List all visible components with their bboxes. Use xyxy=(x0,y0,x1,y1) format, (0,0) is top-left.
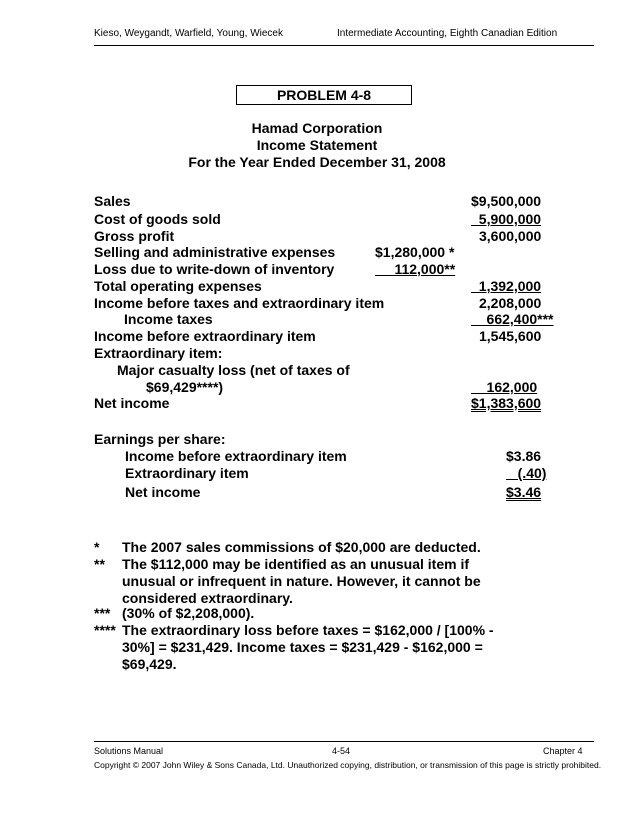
line-label: Extraordinary item: xyxy=(94,345,223,361)
eps-heading-label: Earnings per share: xyxy=(94,431,226,447)
footnote xyxy=(0,605,638,622)
problem-label: PROBLEM 4-8 xyxy=(236,85,412,105)
footnote-mark: *** xyxy=(94,605,111,621)
line-label: Income before taxes and extraordinary item xyxy=(94,295,385,311)
line-label: Sales xyxy=(94,193,131,209)
footnote xyxy=(0,556,638,607)
footer-rule xyxy=(94,741,594,742)
footnote-text: The extraordinary loss before taxes = $162,000 / [100% - 30%] = $231,429. Income taxes = $231,429 - $162,000 = $69,429. xyxy=(122,622,494,672)
line-right-amount: 2,208,000 xyxy=(479,295,542,311)
line-label: Major casualty loss (net of taxes of xyxy=(117,362,350,378)
line-label: Gross profit xyxy=(94,228,175,244)
line-mid-amount: $1,280,000 * xyxy=(375,244,455,260)
line-right-amount: $1,383,600 xyxy=(471,395,542,411)
line-label: Cost of goods sold xyxy=(94,211,221,227)
footnote xyxy=(0,622,638,673)
eps-label: Extraordinary item xyxy=(125,465,249,481)
footnote xyxy=(0,539,638,556)
line-label: Income before extraordinary item xyxy=(94,328,316,344)
footnote-text: The 2007 sales commissions of $20,000 are deducted. xyxy=(122,539,481,555)
line-right-amount: 162,000 xyxy=(471,379,538,395)
line-mid-amount: 112,000** xyxy=(375,261,456,277)
line-right-amount: $9,500,000 xyxy=(471,193,542,209)
footnote-mark: ** xyxy=(94,556,105,572)
statement-name: Income Statement xyxy=(256,137,378,153)
header-authors: Kieso, Weygandt, Warfield, Young, Wiecek xyxy=(94,28,283,39)
line-label: Selling and administrative expenses xyxy=(94,244,336,260)
header-book-title: Intermediate Accounting, Eighth Canadian Edition xyxy=(337,28,558,39)
eps-label: Income before extraordinary item xyxy=(125,448,347,464)
line-right-amount: 1,392,000 xyxy=(471,278,542,294)
footer-left: Solutions Manual xyxy=(94,746,164,756)
line-label: Income taxes xyxy=(124,311,213,327)
footnote-text: The $112,000 may be identified as an unusual item if unusual or infrequent in nature. However, it cannot be considered extraordinary. xyxy=(122,556,481,606)
header-rule xyxy=(94,45,594,46)
company-name: Hamad Corporation xyxy=(251,120,383,136)
line-label: $69,429****) xyxy=(146,379,224,395)
footer-page-number: 4-54 xyxy=(332,746,351,756)
footnote-mark: * xyxy=(94,539,100,555)
line-right-amount: 662,400*** xyxy=(471,311,554,327)
line-label: Net income xyxy=(94,395,170,411)
statement-period: For the Year Ended December 31, 2008 xyxy=(188,154,446,170)
footnote-mark: **** xyxy=(94,622,116,638)
footer-copyright: Copyright © 2007 John Wiley & Sons Canada, Ltd. Unauthorized copying, distribution, or transmission of this page is strictly prohibited. xyxy=(94,760,602,770)
line-right-amount: 3,600,000 xyxy=(479,228,542,244)
eps-value: $3.86 xyxy=(506,448,542,464)
footnote-text: (30% of $2,208,000). xyxy=(122,605,255,621)
line-right-amount: 1,545,600 xyxy=(479,328,542,344)
line-label: Total operating expenses xyxy=(94,278,262,294)
footer-chapter: Chapter 4 xyxy=(543,746,583,756)
line-right-amount: 5,900,000 xyxy=(471,211,542,227)
eps-value: $3.46 xyxy=(506,484,542,500)
line-label: Loss due to write-down of inventory xyxy=(94,261,335,277)
eps-label: Net income xyxy=(125,484,201,500)
eps-value: (.40) xyxy=(506,465,547,481)
